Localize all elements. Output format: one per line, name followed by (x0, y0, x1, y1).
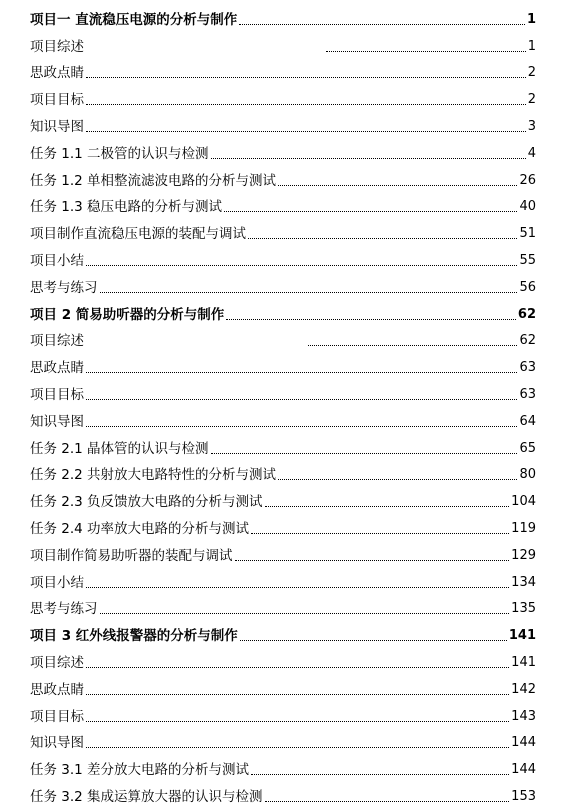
toc-page-number: 56 (519, 279, 536, 295)
toc-page-number: 144 (511, 762, 536, 778)
toc-entry-title: 项目综述 (30, 38, 84, 55)
toc-entry-title: 思政点睛 (30, 681, 84, 698)
toc-page-number: 62 (519, 333, 536, 349)
toc-row[interactable] (30, 753, 536, 780)
toc-dot-leader (86, 667, 509, 668)
toc-heading-row[interactable] (30, 3, 536, 30)
toc-dot-leader (278, 479, 517, 480)
toc-dot-leader (86, 372, 517, 373)
toc-dot-leader (226, 319, 516, 320)
toc-page-number: 51 (519, 226, 536, 242)
toc-page-number: 55 (519, 252, 536, 268)
toc-row[interactable] (30, 593, 536, 620)
toc-row[interactable] (30, 378, 536, 405)
toc-dot-leader (211, 453, 518, 454)
toc-row[interactable] (30, 271, 536, 298)
toc-dot-leader (278, 185, 517, 186)
toc-page-number: 153 (511, 788, 536, 804)
toc-dot-leader (86, 587, 509, 588)
toc-dot-leader (251, 533, 509, 534)
toc-page-number: 63 (519, 360, 536, 376)
toc-row[interactable] (30, 164, 536, 191)
toc-dot-leader (265, 801, 510, 802)
toc-entry-title: 项目目标 (30, 92, 84, 109)
toc-page-number: 1 (527, 38, 536, 54)
toc-page-number: 26 (519, 172, 536, 188)
toc-row[interactable] (30, 727, 536, 754)
toc-page-number: 119 (511, 520, 536, 536)
toc-row[interactable] (30, 780, 536, 807)
toc-row[interactable] (30, 83, 536, 110)
toc-entry-title: 任务 1.1 二极管的认识与检测 (30, 145, 209, 162)
toc-dot-leader (86, 77, 526, 78)
toc-dot-leader (100, 613, 510, 614)
toc-heading-row[interactable] (30, 619, 536, 646)
toc-entry-title: 任务 3.1 差分放大电路的分析与测试 (30, 762, 250, 779)
toc-dot-leader (326, 51, 526, 52)
toc-row[interactable] (30, 110, 536, 137)
toc-entry-title: 思考与练习 (30, 601, 98, 618)
toc-dot-leader (308, 345, 517, 346)
toc-entry-title: 知识导图 (30, 118, 84, 135)
toc-entry-title: 任务 1.2 单相整流滤波电路的分析与测试 (30, 172, 277, 189)
toc-entry-title: 项目小结 (30, 574, 84, 591)
toc-dot-leader (100, 292, 518, 293)
toc-page-number: 144 (511, 735, 536, 751)
toc-dot-leader (239, 24, 525, 25)
table-of-contents (30, 3, 536, 807)
toc-page-number: 63 (519, 386, 536, 402)
toc-dot-leader (86, 426, 517, 427)
toc-row[interactable] (30, 566, 536, 593)
toc-row[interactable] (30, 485, 536, 512)
toc-dot-leader (86, 747, 509, 748)
toc-page-number: 2 (527, 92, 536, 108)
toc-entry-title: 思考与练习 (30, 279, 98, 296)
toc-row[interactable] (30, 405, 536, 432)
toc-entry-title: 思政点睛 (30, 65, 84, 82)
toc-row[interactable] (30, 512, 536, 539)
toc-entry-title: 项目综述 (30, 654, 84, 671)
toc-row[interactable] (30, 244, 536, 271)
toc-row[interactable] (30, 539, 536, 566)
toc-row[interactable] (30, 217, 536, 244)
toc-row[interactable] (30, 673, 536, 700)
toc-dot-leader (224, 211, 517, 212)
toc-row[interactable] (30, 459, 536, 486)
toc-dot-leader (86, 721, 509, 722)
toc-entry-title: 任务 2.2 共射放大电路特性的分析与测试 (30, 467, 277, 484)
toc-dot-leader (86, 131, 526, 132)
toc-dot-leader (248, 238, 517, 239)
toc-dot-leader (86, 694, 509, 695)
toc-entry-title: 项目综述 (30, 333, 84, 350)
toc-dot-leader (211, 158, 526, 159)
toc-row[interactable] (30, 646, 536, 673)
toc-dot-leader (86, 104, 526, 105)
toc-page-number: 4 (527, 145, 536, 161)
toc-dot-leader (240, 640, 507, 641)
toc-entry-title: 知识导图 (30, 413, 84, 430)
toc-entry-title: 任务 2.1 晶体管的认识与检测 (30, 440, 209, 457)
toc-row[interactable] (30, 191, 536, 218)
toc-page-number: 129 (511, 547, 536, 563)
toc-entry-title: 项目小结 (30, 252, 84, 269)
toc-page-number: 80 (519, 467, 536, 483)
toc-page-number: 62 (517, 306, 536, 322)
toc-entry-title: 项目一 直流稳压电源的分析与制作 (30, 11, 238, 28)
toc-entry-title: 任务 2.3 负反馈放大电路的分析与测试 (30, 494, 263, 511)
toc-heading-row[interactable] (30, 298, 536, 325)
toc-entry-title: 任务 1.3 稳压电路的分析与测试 (30, 199, 223, 216)
toc-page-number: 1 (526, 11, 536, 27)
toc-page-number: 141 (511, 654, 536, 670)
toc-page-number: 64 (519, 413, 536, 429)
toc-row[interactable] (30, 325, 536, 352)
toc-row[interactable] (30, 137, 536, 164)
toc-page-number: 104 (511, 494, 536, 510)
toc-page-number: 3 (527, 118, 536, 134)
toc-page-number: 65 (519, 440, 536, 456)
toc-row[interactable] (30, 700, 536, 727)
toc-entry-title: 项目目标 (30, 708, 84, 725)
toc-entry-title: 项目 3 红外线报警器的分析与制作 (30, 628, 238, 645)
toc-page-number: 142 (511, 681, 536, 697)
toc-dot-leader (86, 265, 517, 266)
toc-page-number: 143 (511, 708, 536, 724)
toc-row[interactable] (30, 351, 536, 378)
toc-entry-title: 思政点睛 (30, 360, 84, 377)
toc-entry-title: 项目目标 (30, 386, 84, 403)
toc-page-number: 141 (508, 628, 536, 644)
toc-entry-title: 任务 2.4 功率放大电路的分析与测试 (30, 520, 250, 537)
toc-entry-title: 项目制作简易助听器的装配与调试 (30, 547, 233, 564)
toc-dot-leader (265, 506, 510, 507)
toc-entry-title: 项目 2 简易助听器的分析与制作 (30, 306, 225, 323)
toc-row[interactable] (30, 30, 536, 57)
toc-row[interactable] (30, 432, 536, 459)
toc-entry-title: 任务 3.2 集成运算放大器的认识与检测 (30, 788, 263, 805)
toc-page-number: 2 (527, 65, 536, 81)
toc-dot-leader (86, 399, 517, 400)
toc-entry-title: 知识导图 (30, 735, 84, 752)
toc-page-number: 40 (519, 199, 536, 215)
toc-dot-leader (251, 774, 509, 775)
toc-dot-leader (235, 560, 510, 561)
toc-page-number: 135 (511, 601, 536, 617)
toc-page-number: 134 (511, 574, 536, 590)
toc-entry-title: 项目制作直流稳压电源的装配与调试 (30, 226, 246, 243)
toc-row[interactable] (30, 57, 536, 84)
